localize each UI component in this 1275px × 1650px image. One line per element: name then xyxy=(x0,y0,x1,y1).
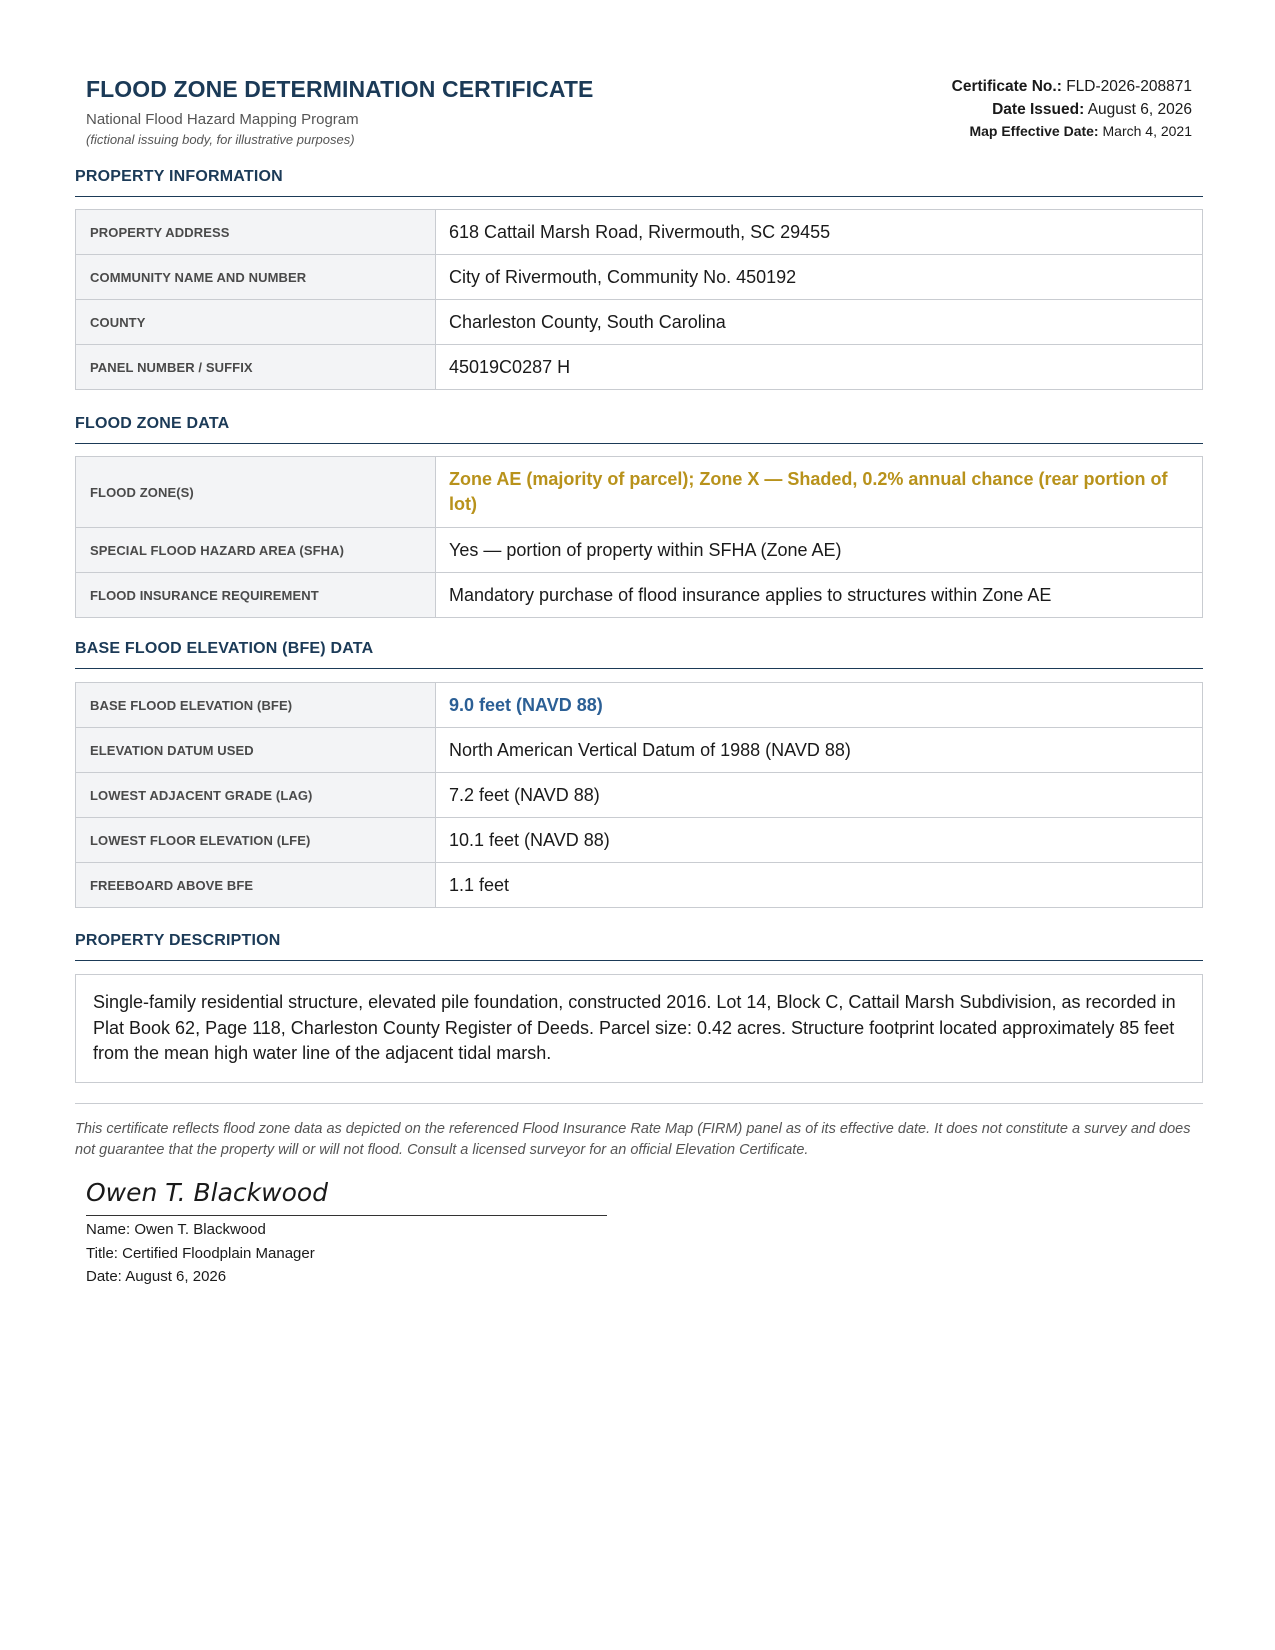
table-label: COMMUNITY NAME AND NUMBER xyxy=(76,255,436,300)
table-label: FREEBOARD ABOVE BFE xyxy=(76,863,436,908)
lag-value: 7.2 feet (NAVD 88) xyxy=(436,773,1203,818)
table-row xyxy=(76,210,1203,255)
map-effective-date-label: Map Effective Date: xyxy=(969,123,1099,139)
table-row xyxy=(76,573,1203,618)
certificate-number-value: FLD-2026-208871 xyxy=(1066,78,1192,95)
table-label: FLOOD INSURANCE REQUIREMENT xyxy=(76,573,436,618)
map-effective-date-value: March 4, 2021 xyxy=(1102,123,1192,139)
date-issued xyxy=(952,98,1192,121)
bfe-table xyxy=(75,682,1203,908)
section-title-property-information: PROPERTY INFORMATION xyxy=(75,168,1203,197)
table-row xyxy=(76,528,1203,573)
panel-number-value: 45019C0287 H xyxy=(436,345,1203,390)
table-row xyxy=(76,683,1203,728)
table-label: SPECIAL FLOOD HAZARD AREA (SFHA) xyxy=(76,528,436,573)
page-title: FLOOD ZONE DETERMINATION CERTIFICATE xyxy=(86,76,594,102)
certificate-number xyxy=(952,75,1192,98)
certificate-number-label: Certificate No.: xyxy=(951,78,1062,95)
table-row xyxy=(76,728,1203,773)
lfe-value: 10.1 feet (NAVD 88) xyxy=(436,818,1203,863)
table-label: ELEVATION DATUM USED xyxy=(76,728,436,773)
disclaimer-text: This certificate reflects flood zone data as depicted on the referenced Flood Insurance Rate Map (FIRM) panel as of its effective date. It does not constitute a survey and does not guarantee that the property will or will not flood. Consult a licensed surveyor for an official Elevation Certificate. xyxy=(75,1121,1191,1158)
sfha-value: Yes — portion of property within SFHA (Zone AE) xyxy=(436,528,1203,573)
property-information-table xyxy=(75,209,1203,390)
table-row xyxy=(76,863,1203,908)
flood-zones-value: Zone AE (majority of parcel); Zone X — Shaded, 0.2% annual chance (rear portion of lot) xyxy=(436,457,1203,528)
table-row xyxy=(76,818,1203,863)
table-label: LOWEST ADJACENT GRADE (LAG) xyxy=(76,773,436,818)
section-title-property-description: PROPERTY DESCRIPTION xyxy=(75,932,1203,961)
signature-line xyxy=(86,1215,607,1216)
table-label: PANEL NUMBER / SUFFIX xyxy=(76,345,436,390)
signature-date: Date: August 6, 2026 xyxy=(86,1268,227,1285)
table-row xyxy=(76,773,1203,818)
table-label: PROPERTY ADDRESS xyxy=(76,210,436,255)
property-address-value: 618 Cattail Marsh Road, Rivermouth, SC 29455 xyxy=(436,210,1203,255)
section-title-flood-zone-data: FLOOD ZONE DATA xyxy=(75,415,1203,444)
signer-info xyxy=(86,1218,315,1289)
table-label: COUNTY xyxy=(76,300,436,345)
issuing-body-note: (fictional issuing body, for illustrative purposes) xyxy=(86,132,355,147)
certificate-meta xyxy=(952,75,1192,141)
signer-title: Title: Certified Floodplain Manager xyxy=(86,1244,315,1262)
table-label: LOWEST FLOOR ELEVATION (LFE) xyxy=(76,818,436,863)
certificate-header xyxy=(75,0,1203,170)
table-label: BASE FLOOD ELEVATION (BFE) xyxy=(76,683,436,728)
signature: Owen T. Blackwood xyxy=(86,1178,329,1207)
insurance-requirement-value: Mandatory purchase of flood insurance applies to structures within Zone AE xyxy=(436,573,1203,618)
property-description-text: Single-family residential structure, elevated pile foundation, constructed 2016. Lot 14, Block C, Cattail Marsh Subdivision, as recorded in Plat Book 62, Page 118, Charleston County Register of Deeds. Parcel size: 0.42 acres. Structure footprint located approximately 85 feet from the mean high water line of the adjacent tidal marsh. xyxy=(75,974,1203,1083)
flood-zone-table xyxy=(75,456,1203,618)
date-issued-label: Date Issued: xyxy=(992,101,1085,118)
divider xyxy=(75,1103,1203,1104)
datum-value: North American Vertical Datum of 1988 (NAVD 88) xyxy=(436,728,1203,773)
table-row xyxy=(76,300,1203,345)
table-row xyxy=(76,457,1203,528)
table-row xyxy=(76,345,1203,390)
table-row xyxy=(76,255,1203,300)
date-issued-value: August 6, 2026 xyxy=(1087,101,1192,118)
certificate-page xyxy=(75,0,1203,1285)
freeboard-value: 1.1 feet xyxy=(436,863,1203,908)
signer-name: Name: Owen T. Blackwood xyxy=(86,1221,266,1238)
bfe-value: 9.0 feet (NAVD 88) xyxy=(436,683,1203,728)
map-effective-date xyxy=(952,121,1192,141)
section-title-bfe-data: BASE FLOOD ELEVATION (BFE) DATA xyxy=(75,640,1203,669)
county-value: Charleston County, South Carolina xyxy=(436,300,1203,345)
community-value: City of Rivermouth, Community No. 450192 xyxy=(436,255,1203,300)
issuing-body: National Flood Hazard Mapping Program xyxy=(86,111,359,128)
table-label: FLOOD ZONE(S) xyxy=(76,457,436,528)
